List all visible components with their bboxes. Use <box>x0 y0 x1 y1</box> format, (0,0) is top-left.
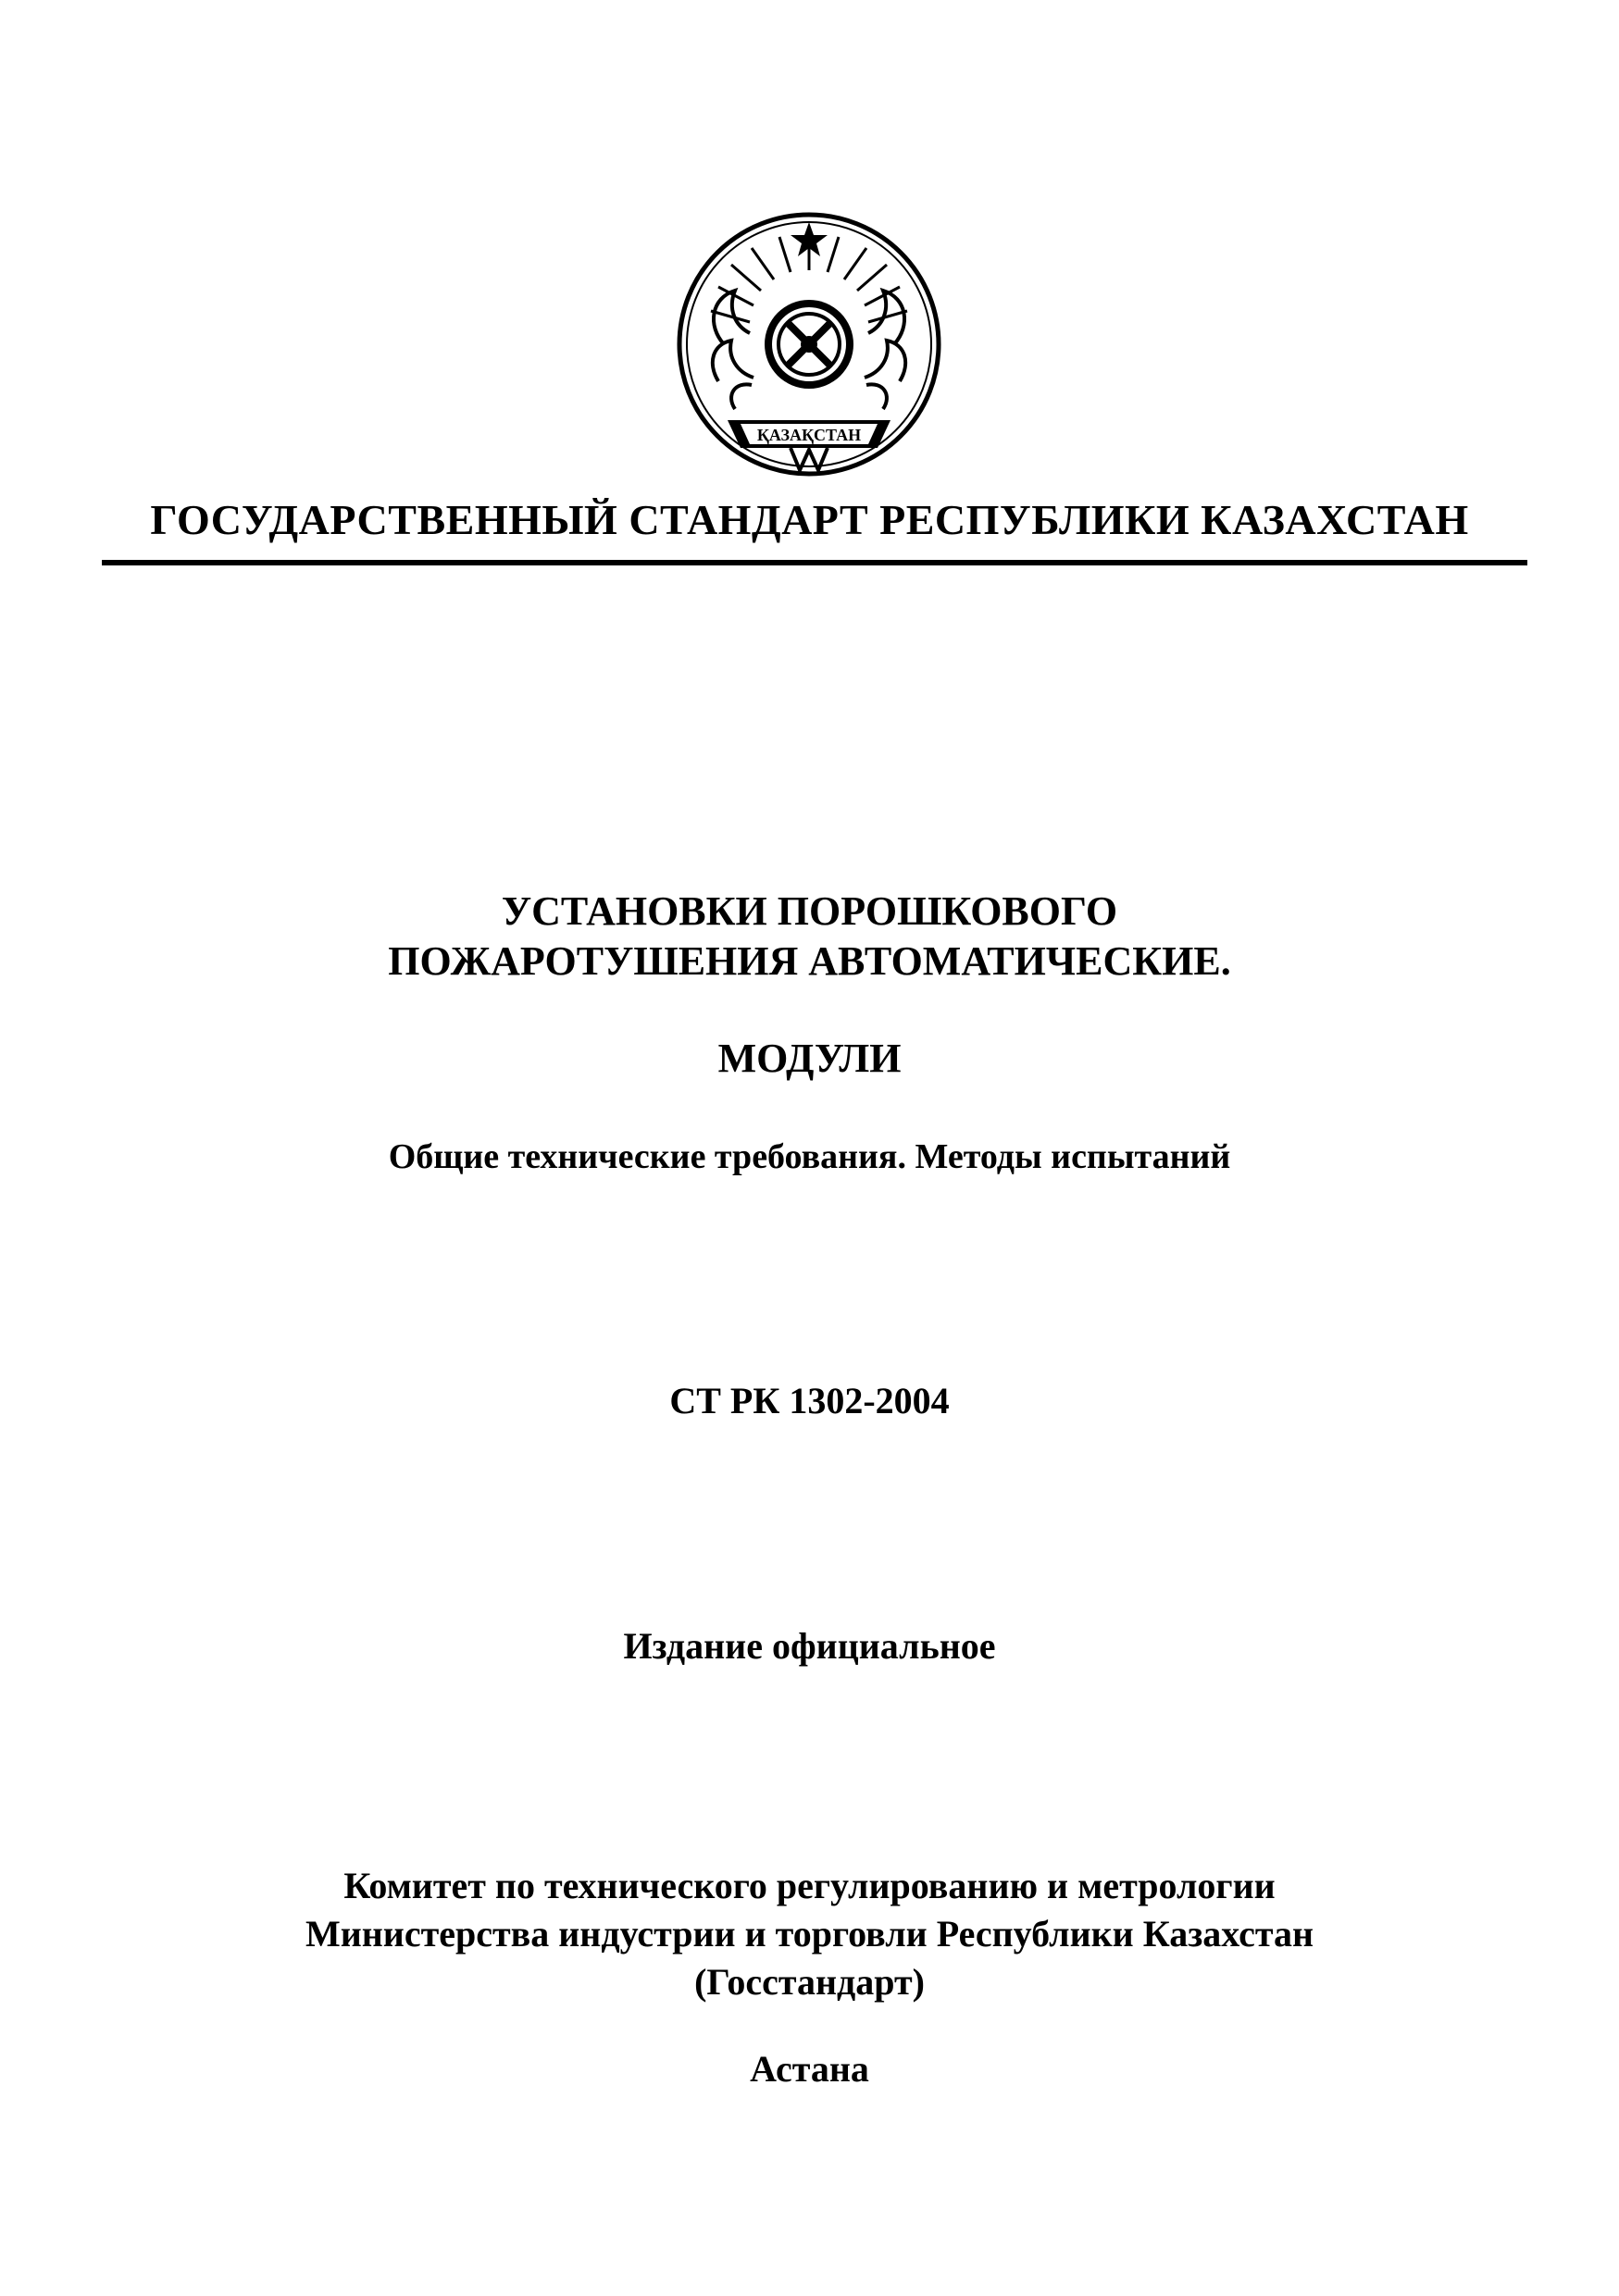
edition-label: Издание официальное <box>623 1625 996 1667</box>
publisher-line-3: (Госстандарт) <box>694 1961 925 2003</box>
header-divider <box>102 560 1527 565</box>
document-subtitle: МОДУЛИ <box>717 1036 902 1081</box>
document-title-line-1: УСТАНОВКИ ПОРОШКОВОГО <box>501 888 1118 934</box>
document-description: Общие технические требования. Методы испытаний <box>388 1137 1231 1176</box>
document-code: СТ РК 1302-2004 <box>669 1380 950 1421</box>
emblem-inscription: ҚАЗАҚСТАН <box>756 426 862 444</box>
city-label: Астана <box>750 2048 869 2090</box>
publisher-line-1: Комитет по технического регулированию и метрологии <box>343 1865 1276 1906</box>
state-emblem-icon <box>670 205 948 483</box>
publisher-line-2: Министерства индустрии и торговли Республики Казахстан <box>305 1913 1314 1955</box>
document-title-line-2: ПОЖАРОТУШЕНИЯ АВТОМАТИЧЕСКИЕ. <box>388 938 1231 984</box>
header-title: ГОСУДАРСТВЕННЫЙ СТАНДАРТ РЕСПУБЛИКИ КАЗАХСТАН <box>150 496 1469 543</box>
